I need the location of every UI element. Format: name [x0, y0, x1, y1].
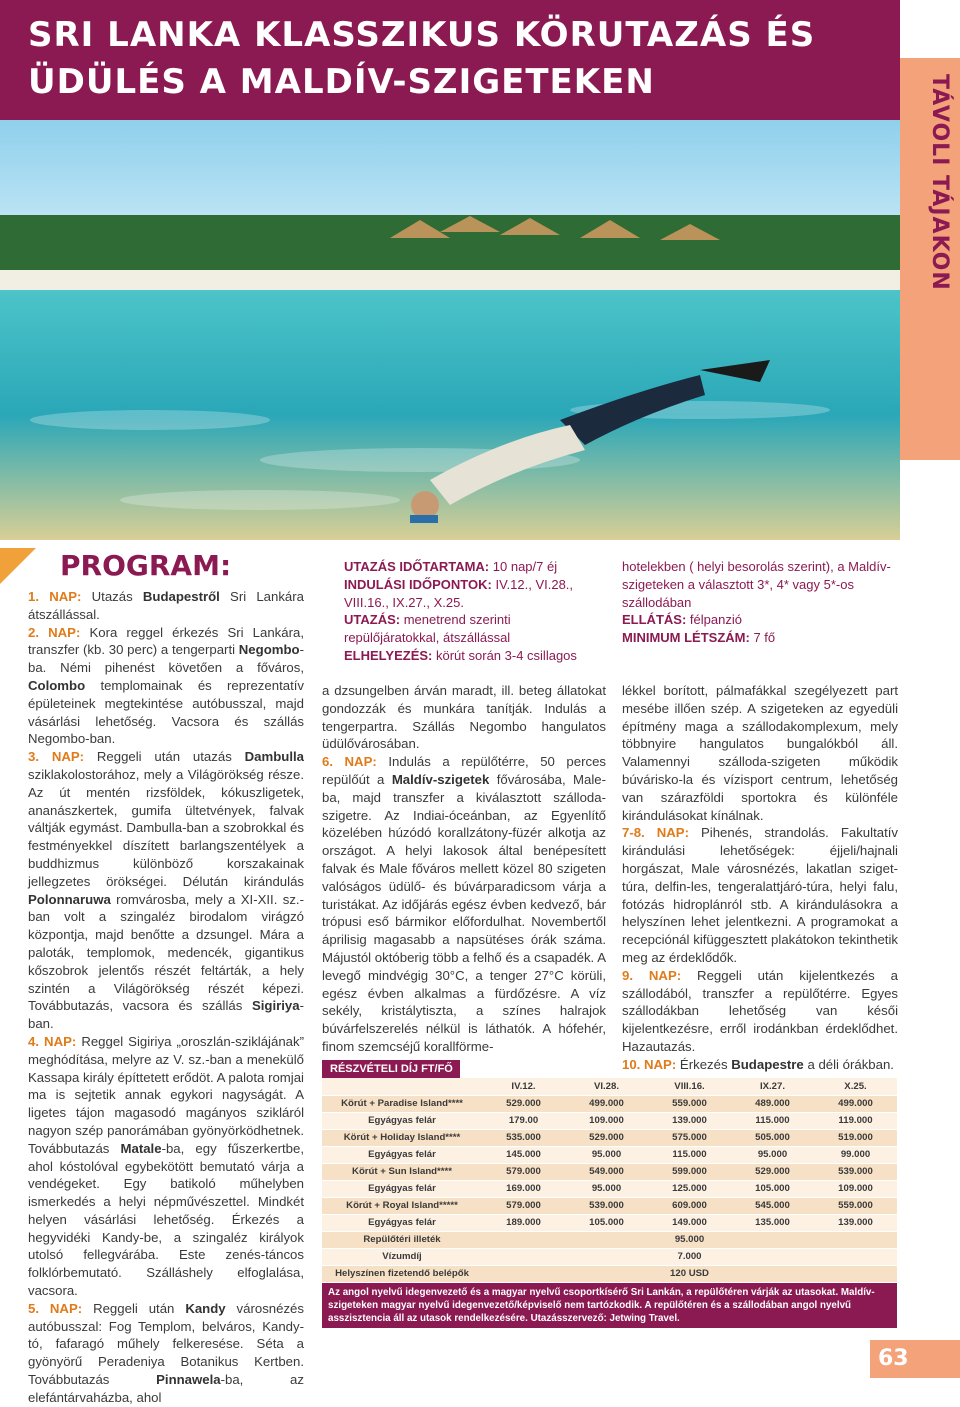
- title-line-1: SRI LANKA KLASSZIKUS KÖRUTAZÁS ÉS: [28, 15, 816, 55]
- price-cell: 109.000: [565, 1112, 648, 1129]
- day-1: [28, 588, 304, 624]
- day-1-text-a: Utazás: [91, 589, 133, 604]
- day-10: [622, 1056, 898, 1074]
- price-cell: 529.000: [482, 1095, 565, 1112]
- departures-label: INDULÁSI IDŐPONTOK:: [344, 576, 492, 592]
- price-cell: 95.000: [565, 1146, 648, 1163]
- extra-row: [322, 1248, 897, 1265]
- day-2-bold-a: Negombo: [238, 642, 300, 658]
- board-line: [622, 611, 898, 629]
- price-note: Az angol nyelvű idegenvezető és a magyar nyelvű csoportkísérő Sri Lankán, a repülőtéren várják az utasokat. Maldív-szigeteken magyar nyelvű idegenvezető/képviselő nem tartózkodik. A repülőtéren és a szállodában angol nyelvű asszisztencia áll az utasok rendelkezésére. Utazásszervező: Jetwing Travel.: [322, 1283, 897, 1328]
- day-9-text: Reggeli után kijelentkezés a szállodából, transzfer a repülőtérre. Egyes szállodákban lehetőség van késői kijelentkezésre, erről irodánkban érdeklődhet. Hazautazás.: [622, 967, 898, 1054]
- day-7-8-text: Pihenés, strandolás. Fakultatív kirándulási lehetőségek: éjjeli/hajnali horgászat, Male városnézés, lakatlan sziget-túra, delfin-les, tengeralattjáró-túra, helyi falu, fotózás hidroplánról stb. A kirándulásokra a helyszínen lehet jelentkezni. A programokat a recepciónál kifüggesztett plakátokon tekinthetik meg az érdeklődők.: [622, 825, 898, 965]
- header-cell-empty: [322, 1078, 482, 1095]
- day-3-bold-c: Sigiriya: [251, 998, 300, 1014]
- day-5-text-a: Reggeli után: [93, 1300, 175, 1316]
- day-3-text-a: Reggeli után utazás: [96, 749, 232, 765]
- price-cell: 575.000: [648, 1129, 731, 1146]
- extra-value: 95.000: [482, 1231, 897, 1248]
- extra-row: [322, 1265, 897, 1282]
- price-cell: 99.000: [814, 1146, 897, 1163]
- price-cell: 499.000: [814, 1095, 897, 1112]
- program-heading: [0, 548, 310, 584]
- price-cell: 539.000: [565, 1197, 648, 1214]
- table-row: [322, 1112, 897, 1129]
- extra-value: 7.000: [482, 1248, 897, 1265]
- price-table: [322, 1078, 897, 1283]
- day-5-text-b: városnézés autóbusszal: Fog Templom, belváros, Kandy-tó, fafaragó műhely felkeresése. Séta a gyönyörű Peradeniya Botanikus Kertben. Továbbutazás: [28, 1300, 304, 1388]
- day-4-label: 4. NAP:: [28, 1033, 77, 1049]
- departures-value: IV.12., VI.28., VIII.16., IX.27., X.25.: [344, 576, 574, 610]
- day-3-text-c: romvárosba, mely a XI-XII. sz.-ban volt a szingaléz birodalom virágzó központja, majd benőtte a dzsungel. Mára a paloták, templomok, medencék, gigantikus kőszobrok jelentős részét feltárták, a hely szintén a Világörökség részét képezi. Továbbutazás, vacsora és szállás: [28, 891, 304, 1014]
- accommodation-line: [344, 647, 606, 665]
- day-4-text-b: -ba, egy fűszerkertbe, ahol kóstolóval egybekötött bemutató várja a vendégeket. Egy batikoló műhelyben ismerkedés a helyi népművészettel. Mindkét helyen vásárlási lehetőség. Érkezés a hegyvidéki Kandy-be, a szingaléz királyok utolsó fellegvárába. Este zenés-táncos folklórbemutató. Szálláshely elfoglalása, vacsora.: [28, 1140, 304, 1299]
- trip-info-box-2: [622, 558, 898, 647]
- price-cell: 535.000: [482, 1129, 565, 1146]
- price-cell: 499.000: [565, 1095, 648, 1112]
- day-3-bold-a: Dambulla: [244, 749, 304, 765]
- day-1-text-b: Sri Lankára átszállással.: [28, 589, 304, 622]
- price-cell: 149.000: [648, 1214, 731, 1231]
- title-line-2: ÜDÜLÉS A MALDÍV-SZIGETEKEN: [28, 62, 655, 102]
- day-1-label: 1. NAP:: [28, 589, 82, 604]
- day-5-continued: a dzsungelben árván maradt, ill. beteg állatokat gondozzák és munkára tanítják. Indulás a tengerpartra. Szállás Negombo hangulatos üdülővárosában.: [322, 683, 606, 752]
- price-cell: 489.000: [731, 1095, 814, 1112]
- page-number: 63: [870, 1340, 960, 1378]
- title-banner: [0, 0, 900, 120]
- header-cell-date: X.25.: [814, 1078, 897, 1095]
- row-name: Egyágyas felár: [322, 1112, 482, 1129]
- min-line: [622, 629, 898, 647]
- row-name: Körút + Royal Island*****: [322, 1197, 482, 1214]
- duration-line: [344, 558, 606, 576]
- table-row: [322, 1197, 897, 1214]
- price-cell: 119.000: [814, 1112, 897, 1129]
- day-9-label: 9. NAP:: [622, 967, 682, 983]
- extra-row: [322, 1231, 897, 1248]
- price-cell: 529.000: [565, 1129, 648, 1146]
- extra-name: Vízumdíj: [322, 1248, 482, 1265]
- price-cell: 145.000: [482, 1146, 565, 1163]
- price-cell: 549.000: [565, 1163, 648, 1180]
- day-5-label: 5. NAP:: [28, 1300, 83, 1316]
- price-cell: 189.000: [482, 1214, 565, 1231]
- day-3-bold-b: Polonnaruwa: [28, 891, 111, 907]
- snorkeling-illustration: [0, 120, 900, 540]
- day-2-text-a: Kora reggel érkezés Sri Lankára, transzfer (kb. 30 perc) a tengerparti: [28, 624, 304, 658]
- day-5-bold-b: Pinnawela: [156, 1372, 221, 1388]
- day-6-label: 6. NAP:: [322, 754, 377, 770]
- header-cell-date: IV.12.: [482, 1078, 565, 1095]
- board-label: ELLÁTÁS:: [622, 612, 687, 628]
- day-5-text-c: -ba, az elefántárvaházba, ahol: [28, 1372, 304, 1405]
- departures-line: [344, 576, 606, 612]
- row-name: Körút + Sun Island****: [322, 1163, 482, 1180]
- price-cell: 105.000: [731, 1180, 814, 1197]
- board-value: félpanzió: [689, 612, 742, 628]
- orange-triangle: [0, 548, 36, 584]
- header-cell-date: IX.27.: [731, 1078, 814, 1095]
- header-cell-date: VIII.16.: [648, 1078, 731, 1095]
- day-2-bold-b: Colombo: [28, 677, 86, 693]
- day-9: [622, 967, 898, 1056]
- price-cell: 95.000: [731, 1146, 814, 1163]
- row-name: Egyágyas felár: [322, 1214, 482, 1231]
- day-6-continued: lékkel borított, pálmafákkal szegélyezett part mesébe illően szép. A szigeteken az egyedüli építmény maga a szállodakomplexum, mely többnyire hangulatos bungalókból áll. Valamennyi szálloda-szigeten működik búvárisko-la és vízisport centrum, lehetőség van szárazföldi sportokra és különféle kirándulásokat kínálnak.: [622, 683, 898, 823]
- duration-value: 10 nap/7 éj: [492, 559, 558, 574]
- day-4: [28, 1033, 304, 1300]
- price-cell: 139.000: [814, 1214, 897, 1231]
- price-table-heading: RÉSZVÉTELI DÍJ FT/FŐ: [322, 1060, 460, 1078]
- day-10-text-b: a déli órákban.: [807, 1056, 894, 1072]
- day-5: [28, 1300, 304, 1407]
- day-10-bold: Budapestre: [731, 1056, 804, 1072]
- page-title: [28, 12, 888, 106]
- table-row: [322, 1180, 897, 1197]
- price-cell: 179.00: [482, 1112, 565, 1129]
- accommodation-value: körút során 3-4 csillagos: [436, 647, 577, 663]
- day-2-label: 2. NAP:: [28, 624, 81, 640]
- row-name: Egyágyas felár: [322, 1146, 482, 1163]
- min-value: 7 fő: [753, 630, 776, 646]
- day-6-text-a: Indulás a repülőtérre, 50 perces repülőút a: [322, 754, 607, 787]
- price-cell: 139.000: [648, 1112, 731, 1129]
- extra-name: Helyszínen fizetendő belépők: [322, 1265, 482, 1282]
- price-cell: 599.000: [648, 1163, 731, 1180]
- day-2-text-b: -ba. Némi pihenést követően a főváros,: [28, 642, 304, 676]
- day-5-bold-a: Kandy: [185, 1300, 226, 1316]
- program-title: PROGRAM:: [60, 549, 232, 582]
- day-3-label: 3. NAP:: [28, 749, 85, 765]
- day-2-text-c: templomainak és reprezentatív épületeinek megtekintése autóbusszal, majd vásárlási lehetőség. Vacsora és szállás Negombo-ban.: [28, 677, 304, 747]
- min-label: MINIMUM LÉTSZÁM:: [622, 630, 750, 646]
- row-name: Egyágyas felár: [322, 1180, 482, 1197]
- day-3: [28, 748, 304, 1033]
- day-4-text-a: Reggel Sigiriya „oroszlán-sziklájának” meghódítása, melyre az V. sz.-ban a menekülő Kassapa király építtetett erődöt. A palota romjai ma is sejtetik annak egykori nagyságát. A ligetes tájon magasodó magányos szikláról nagyon szép panorámában gyönyörködhetnek. Továbbutazás: [28, 1033, 304, 1156]
- price-cell: 105.000: [565, 1214, 648, 1231]
- price-cell: 539.000: [814, 1163, 897, 1180]
- price-cell: 115.000: [731, 1112, 814, 1129]
- row-name: Körút + Holiday Island****: [322, 1129, 482, 1146]
- day-4-bold: Matale: [120, 1140, 162, 1156]
- table-row: [322, 1146, 897, 1163]
- price-cell: 95.000: [565, 1180, 648, 1197]
- price-cell: 579.000: [482, 1163, 565, 1180]
- price-cell: 169.000: [482, 1180, 565, 1197]
- accommodation-more: hotelekben ( helyi besorolás szerint), a Maldív-szigeteken a választott 3*, 4* vagy 5*-os szállodában: [622, 559, 891, 610]
- day-1-bold: Budapestről: [142, 589, 220, 604]
- header-cell-date: VI.28.: [565, 1078, 648, 1095]
- price-cell: 559.000: [648, 1095, 731, 1112]
- column-right: [622, 682, 898, 1074]
- day-3-text-d: -ban.: [28, 998, 304, 1032]
- travel-line: [344, 611, 606, 647]
- price-cell: 529.000: [731, 1163, 814, 1180]
- price-cell: 609.000: [648, 1197, 731, 1214]
- extra-value: 120 USD: [482, 1265, 897, 1282]
- price-cell: 125.000: [648, 1180, 731, 1197]
- price-cell: 519.000: [814, 1129, 897, 1146]
- price-cell: 135.000: [731, 1214, 814, 1231]
- price-cell: 109.000: [814, 1180, 897, 1197]
- row-name: Körút + Paradise Island****: [322, 1095, 482, 1112]
- price-cell: 579.000: [482, 1197, 565, 1214]
- travel-value: menetrend szerinti repülőjáratokkal, átszállással: [344, 612, 511, 646]
- day-7-8-label: 7-8. NAP:: [622, 825, 689, 841]
- price-cell: 505.000: [731, 1129, 814, 1146]
- extra-name: Repülőtéri illeték: [322, 1231, 482, 1248]
- hero-photo-snorkeler: [0, 120, 900, 540]
- price-table-header-row: [322, 1078, 897, 1095]
- accommodation-label: ELHELYEZÉS:: [344, 647, 433, 663]
- price-cell: 559.000: [814, 1197, 897, 1214]
- day-6: [322, 753, 606, 1056]
- table-row: [322, 1214, 897, 1231]
- day-10-label: 10. NAP:: [622, 1056, 677, 1072]
- side-category-band: [900, 58, 960, 460]
- column-left: [28, 588, 304, 1407]
- day-10-text-a: Érkezés: [679, 1056, 728, 1072]
- table-row: [322, 1129, 897, 1146]
- trip-info-box: [344, 558, 606, 665]
- day-7-8: [622, 824, 898, 966]
- travel-label: UTAZÁS:: [344, 612, 401, 628]
- table-row: [322, 1163, 897, 1180]
- duration-label: UTAZÁS IDŐTARTAMA:: [344, 559, 490, 574]
- price-cell: 115.000: [648, 1146, 731, 1163]
- column-middle: [322, 682, 606, 1056]
- table-row: [322, 1095, 897, 1112]
- day-6-text-b: fővárosába, Male-ba, majd transzfer a kiválasztott szálloda-szigetre. Az Indiai-óceánban, az Egyenlítő közelében húzódó korallzátony-füzér alkotja az országot. A helyi lakosok által benépesített falvak és Male főváros mellett közel 80 szigeten valóságos üdülő- és búvárparadicsom várja a turistákat. Az időjárás egész évben kedvező, bár trópusi eső bármikor előfordulhat. Novembertől áprilisig magasabb a napsütéses órák száma. Májustól októberig több a felhő és a csapadék. A levegő mindvégig 30°C, a tenger 27°C körüli, egész évben alkalmas a fürdőzésre. A víz sekély, kristálytiszta, a színes halrajok búvárfelszerelés nélkül is láthatók. A hófehér, finom szemcséjű korallförme-: [322, 771, 606, 1054]
- day-6-bold: Maldív-szigetek: [391, 771, 490, 787]
- day-2: [28, 624, 304, 749]
- price-cell: 545.000: [731, 1197, 814, 1214]
- side-category-label: TÁVOLI TÁJAKON: [927, 74, 952, 291]
- day-3-text-b: sziklakolostorához, mely a Világörökség része. Az út mentén rizsföldek, kókuszligetek, ananászkertek, gumifa ültetvények, falvak váltják egymást. Dambulla-ban a szobrokkal és festményekkel díszített barlangszentélyek a buddhizmus különböző korszakainak jellegzetes örökségei. Délután kirándulás: [28, 766, 304, 889]
